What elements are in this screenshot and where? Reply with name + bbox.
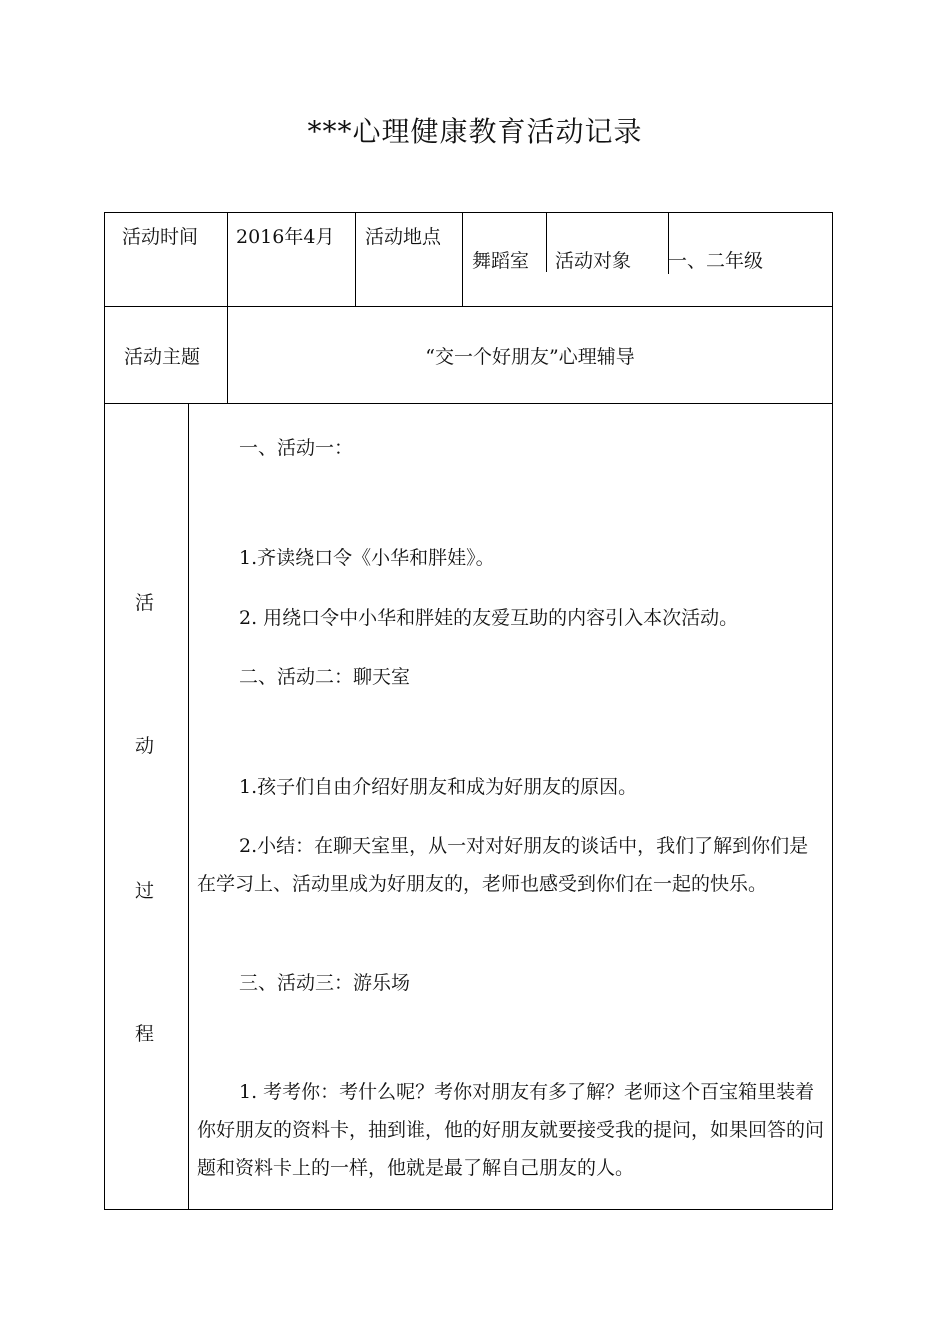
activity-heading: 一、活动一： — [239, 437, 354, 459]
column-divider — [355, 212, 356, 306]
process-label-divider — [188, 403, 189, 1209]
place-label: 活动地点 — [365, 226, 442, 248]
process-label-char: 动 — [135, 735, 155, 757]
activity-step: 1. 考考你：考什么呢？考你对朋友有多了解？老师这个百宝箱里装着你好朋友的资料卡，抽到谁，他的好朋友就要接受我的提问，如果回答的问题和资料卡上的一样，他就是最了解自己朋友的人。 — [197, 1081, 825, 1179]
column-divider — [462, 212, 463, 306]
time-value: 2016年4月 — [236, 226, 335, 248]
process-label-char: 活 — [135, 592, 155, 614]
activity-step: 1.孩子们自由介绍好朋友和成为好朋友的原因。 — [239, 776, 638, 798]
theme-value: “交一个好朋友”心理辅导 — [425, 346, 635, 368]
table-row-divider-2 — [104, 403, 833, 404]
target-value: 一、二年级 — [668, 250, 764, 272]
table-row-divider-1 — [104, 306, 833, 307]
target-label: 活动对象 — [555, 250, 632, 272]
table-border-left — [104, 212, 105, 1210]
activity-step: 2. 用绕口令中小华和胖娃的友爱互助的内容引入本次活动。 — [239, 607, 739, 629]
activity-heading: 三、活动三：游乐场 — [239, 972, 411, 994]
activity-heading: 二、活动二：聊天室 — [239, 666, 411, 688]
column-divider — [227, 212, 228, 403]
theme-label: 活动主题 — [124, 346, 201, 368]
place-value: 舞蹈室 — [472, 250, 530, 272]
table-border-bottom — [104, 1209, 833, 1210]
time-label: 活动时间 — [122, 226, 199, 248]
column-divider — [546, 212, 547, 272]
page-title: ***心理健康教育活动记录 — [307, 115, 643, 148]
activity-step: 2.小结：在聊天室里，从一对对好朋友的谈话中，我们了解到你们是在学习上、活动里成为好朋友的，老师也感受到你们在一起的快乐。 — [197, 835, 809, 895]
table-border-right — [832, 212, 833, 1210]
table-border-top — [104, 212, 833, 213]
process-label-char: 程 — [135, 1023, 155, 1045]
activity-step: 1.齐读绕口令《小华和胖娃》。 — [239, 547, 495, 569]
process-label-char: 过 — [135, 880, 155, 902]
